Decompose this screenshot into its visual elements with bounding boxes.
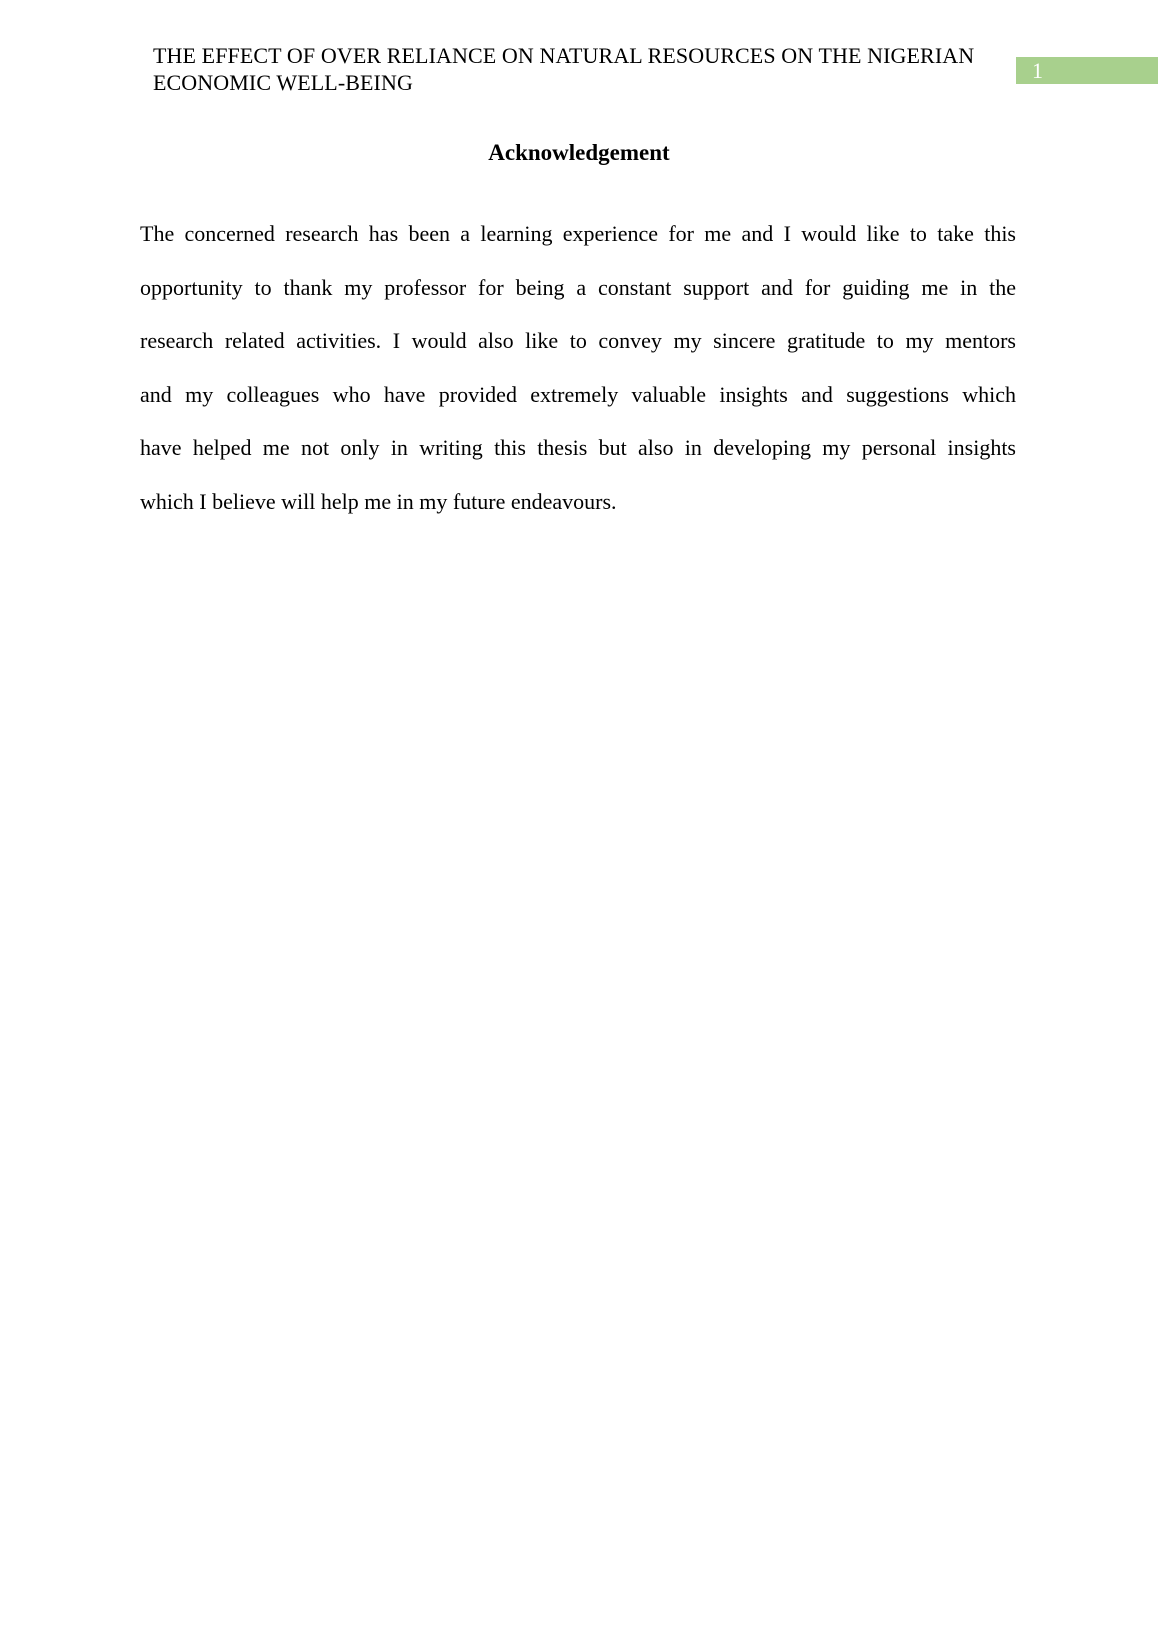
section-heading: Acknowledgement (488, 140, 670, 165)
acknowledgement-paragraph (140, 207, 1016, 528)
paragraph-line: have helped me not only in writing this thesis but also in developing my personal insights (140, 435, 1016, 460)
running-header-line-2: ECONOMIC WELL-BEING (153, 70, 413, 95)
running-header (153, 42, 1033, 96)
page-number: 1 (1032, 58, 1043, 83)
paragraph-line: The concerned research has been a learning experience for me and I would like to take this (140, 221, 1016, 246)
paragraph-line: which I believe will help me in my future endeavours. (140, 488, 617, 514)
paragraph-line: opportunity to thank my professor for being a constant support and for guiding me in the (140, 274, 1016, 300)
paragraph-line: research related activities. I would also like to convey my sincere gratitude to my mentors (140, 328, 1016, 353)
paragraph-line: and my colleagues who have provided extremely valuable insights and suggestions which (140, 381, 1016, 407)
page-number-tab (1016, 57, 1158, 84)
running-header-line-1: THE EFFECT OF OVER RELIANCE ON NATURAL RESOURCES ON THE NIGERIAN (153, 43, 975, 68)
